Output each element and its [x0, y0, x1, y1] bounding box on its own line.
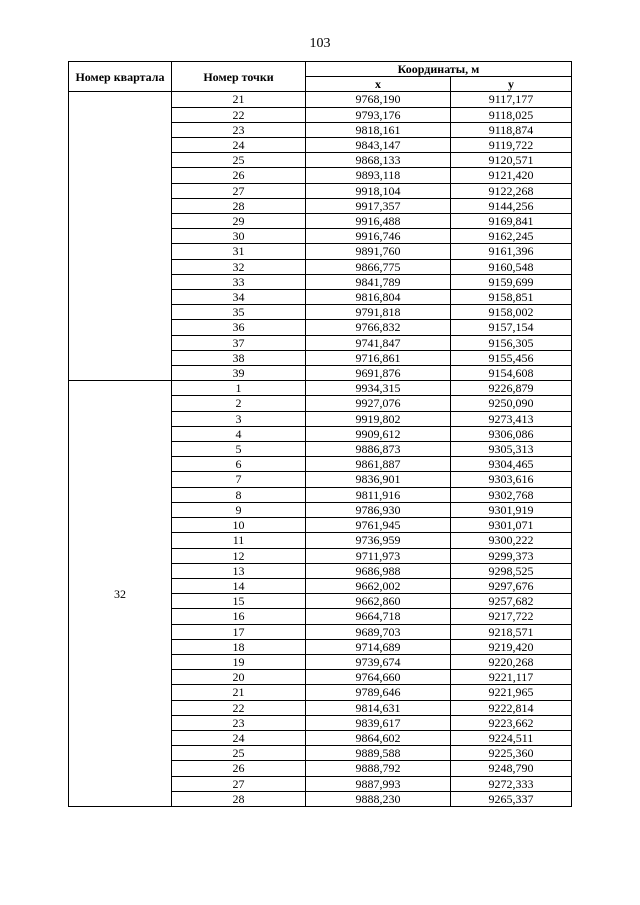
x-coordinate-cell: 9909,612	[306, 426, 451, 441]
y-coordinate-cell: 9119,722	[451, 138, 572, 153]
header-y: y	[451, 77, 572, 92]
x-coordinate-cell: 9861,887	[306, 457, 451, 472]
table-row	[69, 381, 572, 396]
point-number-cell: 30	[172, 229, 306, 244]
y-coordinate-cell: 9257,682	[451, 594, 572, 609]
y-coordinate-cell: 9220,268	[451, 654, 572, 669]
point-number-cell: 37	[172, 335, 306, 350]
y-coordinate-cell: 9144,256	[451, 198, 572, 213]
y-coordinate-cell: 9273,413	[451, 411, 572, 426]
x-coordinate-cell: 9886,873	[306, 442, 451, 457]
coordinates-table	[68, 61, 572, 807]
y-coordinate-cell: 9299,373	[451, 548, 572, 563]
point-number-cell: 12	[172, 548, 306, 563]
point-number-cell: 23	[172, 715, 306, 730]
point-number-cell: 25	[172, 153, 306, 168]
x-coordinate-cell: 9716,861	[306, 350, 451, 365]
x-coordinate-cell: 9816,804	[306, 290, 451, 305]
point-number-cell: 21	[172, 685, 306, 700]
point-number-cell: 28	[172, 791, 306, 806]
point-number-cell: 26	[172, 761, 306, 776]
x-coordinate-cell: 9864,602	[306, 730, 451, 745]
x-coordinate-cell: 9739,674	[306, 654, 451, 669]
point-number-cell: 13	[172, 563, 306, 578]
x-coordinate-cell: 9818,161	[306, 122, 451, 137]
x-coordinate-cell: 9839,617	[306, 715, 451, 730]
point-number-cell: 11	[172, 533, 306, 548]
x-coordinate-cell: 9714,689	[306, 639, 451, 654]
point-number-cell: 17	[172, 624, 306, 639]
header-x: x	[306, 77, 451, 92]
y-coordinate-cell: 9169,841	[451, 214, 572, 229]
y-coordinate-cell: 9157,154	[451, 320, 572, 335]
x-coordinate-cell: 9814,631	[306, 700, 451, 715]
point-number-cell: 8	[172, 487, 306, 502]
point-number-cell: 22	[172, 700, 306, 715]
header-point-number: Номер точки	[172, 62, 306, 92]
x-coordinate-cell: 9843,147	[306, 138, 451, 153]
point-number-cell: 29	[172, 214, 306, 229]
table-row	[69, 92, 572, 107]
x-coordinate-cell: 9927,076	[306, 396, 451, 411]
x-coordinate-cell: 9764,660	[306, 670, 451, 685]
y-coordinate-cell: 9121,420	[451, 168, 572, 183]
y-coordinate-cell: 9301,071	[451, 518, 572, 533]
x-coordinate-cell: 9868,133	[306, 153, 451, 168]
table-body	[69, 92, 572, 807]
x-coordinate-cell: 9811,916	[306, 487, 451, 502]
point-number-cell: 16	[172, 609, 306, 624]
x-coordinate-cell: 9919,802	[306, 411, 451, 426]
point-number-cell: 33	[172, 274, 306, 289]
y-coordinate-cell: 9118,874	[451, 122, 572, 137]
y-coordinate-cell: 9155,456	[451, 350, 572, 365]
point-number-cell: 9	[172, 502, 306, 517]
y-coordinate-cell: 9224,511	[451, 730, 572, 745]
y-coordinate-cell: 9122,268	[451, 183, 572, 198]
x-coordinate-cell: 9889,588	[306, 746, 451, 761]
point-number-cell: 31	[172, 244, 306, 259]
y-coordinate-cell: 9248,790	[451, 761, 572, 776]
point-number-cell: 35	[172, 305, 306, 320]
y-coordinate-cell: 9301,919	[451, 502, 572, 517]
x-coordinate-cell: 9711,973	[306, 548, 451, 563]
point-number-cell: 14	[172, 578, 306, 593]
y-coordinate-cell: 9158,851	[451, 290, 572, 305]
y-coordinate-cell: 9217,722	[451, 609, 572, 624]
point-number-cell: 24	[172, 730, 306, 745]
x-coordinate-cell: 9786,930	[306, 502, 451, 517]
y-coordinate-cell: 9221,117	[451, 670, 572, 685]
y-coordinate-cell: 9302,768	[451, 487, 572, 502]
y-coordinate-cell: 9219,420	[451, 639, 572, 654]
x-coordinate-cell: 9887,993	[306, 776, 451, 791]
y-coordinate-cell: 9154,608	[451, 366, 572, 381]
point-number-cell: 15	[172, 594, 306, 609]
point-number-cell: 1	[172, 381, 306, 396]
x-coordinate-cell: 9791,818	[306, 305, 451, 320]
point-number-cell: 21	[172, 92, 306, 107]
y-coordinate-cell: 9159,699	[451, 274, 572, 289]
y-coordinate-cell: 9303,616	[451, 472, 572, 487]
header-coordinates: Координаты, м	[306, 62, 572, 77]
y-coordinate-cell: 9306,086	[451, 426, 572, 441]
x-coordinate-cell: 9891,760	[306, 244, 451, 259]
x-coordinate-cell: 9888,230	[306, 791, 451, 806]
point-number-cell: 20	[172, 670, 306, 685]
point-number-cell: 22	[172, 107, 306, 122]
point-number-cell: 38	[172, 350, 306, 365]
y-coordinate-cell: 9223,662	[451, 715, 572, 730]
y-coordinate-cell: 9161,396	[451, 244, 572, 259]
y-coordinate-cell: 9297,676	[451, 578, 572, 593]
y-coordinate-cell: 9120,571	[451, 153, 572, 168]
point-number-cell: 2	[172, 396, 306, 411]
y-coordinate-cell: 9305,313	[451, 442, 572, 457]
y-coordinate-cell: 9221,965	[451, 685, 572, 700]
x-coordinate-cell: 9766,832	[306, 320, 451, 335]
x-coordinate-cell: 9662,002	[306, 578, 451, 593]
y-coordinate-cell: 9265,337	[451, 791, 572, 806]
point-number-cell: 27	[172, 183, 306, 198]
table-header-row	[69, 62, 572, 77]
point-number-cell: 25	[172, 746, 306, 761]
point-number-cell: 3	[172, 411, 306, 426]
point-number-cell: 6	[172, 457, 306, 472]
y-coordinate-cell: 9226,879	[451, 381, 572, 396]
header-block-number: Номер квартала	[69, 62, 172, 92]
point-number-cell: 19	[172, 654, 306, 669]
x-coordinate-cell: 9768,190	[306, 92, 451, 107]
x-coordinate-cell: 9866,775	[306, 259, 451, 274]
x-coordinate-cell: 9686,988	[306, 563, 451, 578]
x-coordinate-cell: 9916,746	[306, 229, 451, 244]
y-coordinate-cell: 9218,571	[451, 624, 572, 639]
point-number-cell: 39	[172, 366, 306, 381]
x-coordinate-cell: 9761,945	[306, 518, 451, 533]
x-coordinate-cell: 9736,959	[306, 533, 451, 548]
point-number-cell: 36	[172, 320, 306, 335]
point-number-cell: 26	[172, 168, 306, 183]
point-number-cell: 28	[172, 198, 306, 213]
point-number-cell: 18	[172, 639, 306, 654]
point-number-cell: 4	[172, 426, 306, 441]
x-coordinate-cell: 9793,176	[306, 107, 451, 122]
point-number-cell: 23	[172, 122, 306, 137]
y-coordinate-cell: 9117,177	[451, 92, 572, 107]
y-coordinate-cell: 9158,002	[451, 305, 572, 320]
y-coordinate-cell: 9156,305	[451, 335, 572, 350]
y-coordinate-cell: 9160,548	[451, 259, 572, 274]
x-coordinate-cell: 9664,718	[306, 609, 451, 624]
x-coordinate-cell: 9836,901	[306, 472, 451, 487]
point-number-cell: 27	[172, 776, 306, 791]
page-number: 103	[309, 36, 331, 51]
y-coordinate-cell: 9225,360	[451, 746, 572, 761]
y-coordinate-cell: 9222,814	[451, 700, 572, 715]
y-coordinate-cell: 9298,525	[451, 563, 572, 578]
point-number-cell: 10	[172, 518, 306, 533]
x-coordinate-cell: 9888,792	[306, 761, 451, 776]
x-coordinate-cell: 9741,847	[306, 335, 451, 350]
point-number-cell: 24	[172, 138, 306, 153]
y-coordinate-cell: 9250,090	[451, 396, 572, 411]
x-coordinate-cell: 9691,876	[306, 366, 451, 381]
x-coordinate-cell: 9934,315	[306, 381, 451, 396]
x-coordinate-cell: 9916,488	[306, 214, 451, 229]
y-coordinate-cell: 9304,465	[451, 457, 572, 472]
block-number-cell: 32	[69, 381, 172, 807]
x-coordinate-cell: 9689,703	[306, 624, 451, 639]
point-number-cell: 5	[172, 442, 306, 457]
x-coordinate-cell: 9893,118	[306, 168, 451, 183]
block-number-cell	[69, 92, 172, 381]
x-coordinate-cell: 9841,789	[306, 274, 451, 289]
x-coordinate-cell: 9662,860	[306, 594, 451, 609]
point-number-cell: 32	[172, 259, 306, 274]
x-coordinate-cell: 9917,357	[306, 198, 451, 213]
y-coordinate-cell: 9162,245	[451, 229, 572, 244]
point-number-cell: 34	[172, 290, 306, 305]
y-coordinate-cell: 9118,025	[451, 107, 572, 122]
point-number-cell: 7	[172, 472, 306, 487]
y-coordinate-cell: 9300,222	[451, 533, 572, 548]
x-coordinate-cell: 9789,646	[306, 685, 451, 700]
x-coordinate-cell: 9918,104	[306, 183, 451, 198]
y-coordinate-cell: 9272,333	[451, 776, 572, 791]
